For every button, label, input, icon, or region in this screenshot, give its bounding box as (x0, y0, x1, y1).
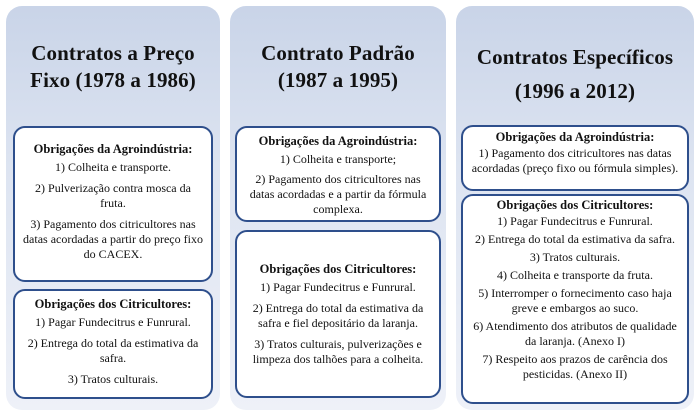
agro-obligations-box (13, 126, 213, 282)
column-preco-fixo (6, 6, 220, 410)
list-item: 1) Pagamento dos citricultores nas datas acordadas (preço fixo ou fórmula simples). (471, 146, 679, 175)
list-item: 7) Respeito aos prazos de carência dos pesticidas. (Anexo II) (482, 352, 668, 381)
column-title-line1: Contrato Padrão (261, 41, 415, 65)
list-item: 4) Colheita e transporte da fruta. (497, 268, 653, 282)
list-item: 3) Tratos culturais, pulverizações e limpeza dos talhões para a colheita. (252, 337, 424, 366)
column-title-line1: Contratos Específicos (476, 45, 674, 69)
column-title (6, 40, 220, 94)
column-title (230, 40, 446, 94)
list-item: 1) Pagar Fundecitrus e Funrural. (497, 214, 653, 228)
list-item: 2) Pagamento dos citricultores nas datas acordadas e a partir da fórmula complexa. (249, 172, 427, 216)
list-item: 3) Tratos culturais. (529, 250, 621, 264)
column-title-line2: (1996 a 2012) (514, 79, 636, 103)
column-title-line1: Contratos a Preço (31, 41, 195, 65)
citri-obligations-heading: Obrigações dos Citricultores: (34, 297, 192, 311)
agro-obligations-heading: Obrigações da Agroindústria: (33, 142, 193, 156)
agro-obligations-heading: Obrigações da Agroindústria: (258, 134, 418, 148)
list-item: 1) Colheita e transporte; (279, 152, 397, 166)
agro-obligations-heading: Obrigações da Agroindústria: (495, 130, 655, 144)
list-item: 2) Pulverização contra mosca da fruta. (35, 181, 191, 210)
column-title-line2: (1987 a 1995) (277, 68, 399, 92)
list-item: 1) Colheita e transporte. (55, 160, 171, 174)
list-item: 1) Pagar Fundecitrus e Funrural. (35, 315, 191, 329)
list-item: 6) Atendimento dos atributos de qualidade da laranja. (Anexo I) (473, 319, 677, 348)
list-item: 1) Pagar Fundecitrus e Funrural. (260, 280, 416, 294)
list-item: 2) Entrega do total da estimativa da safra. (27, 336, 199, 365)
list-item: 3) Pagamento dos citricultores nas datas acordadas a partir do preço fixo do CACEX. (23, 217, 203, 261)
column-contratos-especificos (456, 6, 694, 410)
citri-obligations-heading: Obrigações dos Citricultores: (259, 262, 417, 276)
citri-obligations-box (13, 289, 213, 399)
column-title (456, 40, 694, 108)
agro-obligations-box (235, 126, 441, 222)
list-item: 2) Entrega do total da estimativa da safra e fiel depositário da laranja. (252, 301, 424, 330)
column-title-line2: Fixo (1978 a 1986) (30, 68, 196, 92)
list-item: 5) Interromper o fornecimento caso haja greve e embargos ao suco. (478, 286, 672, 315)
list-item: 2) Entrega do total da estimativa da safra. (475, 232, 675, 246)
citri-obligations-heading: Obrigações dos Citricultores: (496, 198, 654, 212)
column-contrato-padrao (230, 6, 446, 410)
citri-obligations-box (235, 230, 441, 398)
list-item: 3) Tratos culturais. (67, 372, 159, 386)
agro-obligations-box (461, 125, 689, 191)
citri-obligations-box (461, 194, 689, 404)
